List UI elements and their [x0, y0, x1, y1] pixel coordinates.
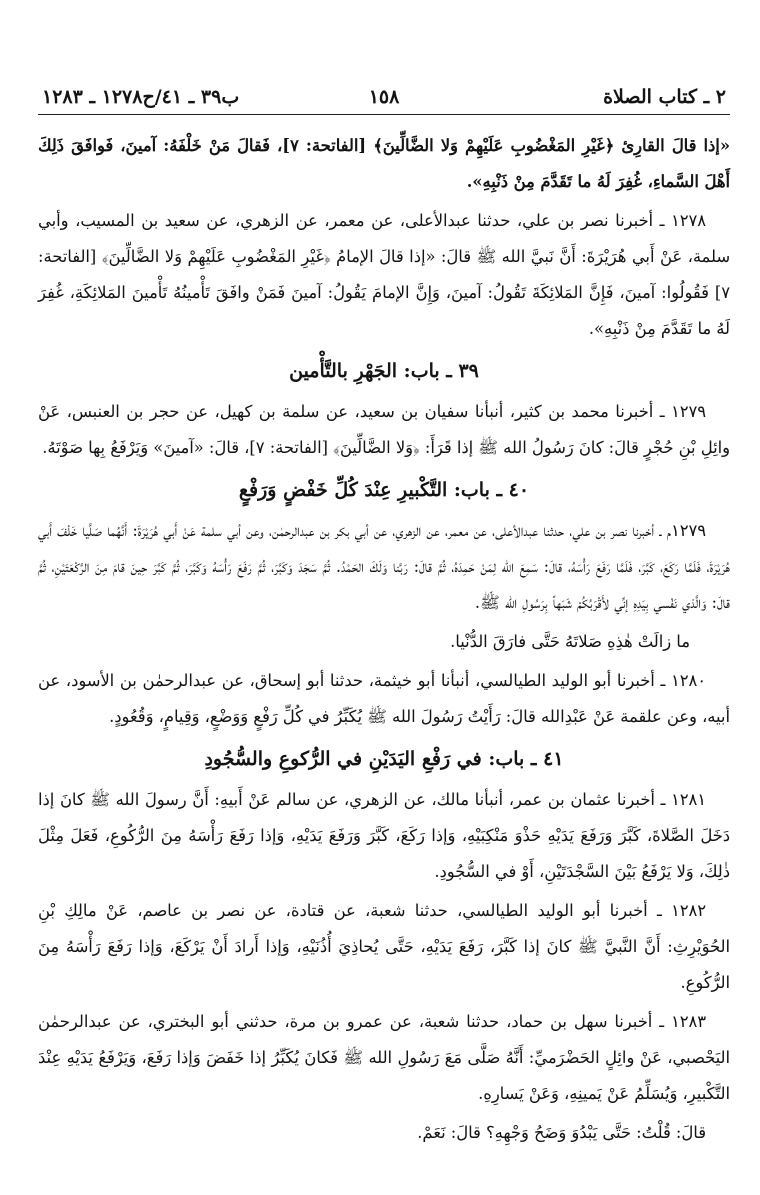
hadith-1278: ١٢٧٨ ـ أخبرنا نصر بن علي، حدثنا عبدالأعلى، عن معمر، عن الزهري، عن سعيد بن المسيب، وأبي سلمة، عَنْ أَبي هُرَيْرَةَ: أَنَّ نَبيَّ الله ﷺ قالَ: «إذا قالَ الإمامُ ﴿غَيْرِ المَغْضُوبِ عَلَيْهِمْ وَلا الضَّالِّينَ﴾ [الفاتحة: ٧] فَقُولُوا: آمينَ، فَإِنَّ المَلائِكَةَ تَقُولُ: آمينَ، وَإِنَّ الإمامَ يَقُولُ: آمينَ فَمَنْ وافَقَ تَأْمينُهُ تَأْمينَ المَلائِكَةِ، غُفِرَ لَهُ ما تَقَدَّمَ مِنْ ذَنْبِهِ».: [38, 211, 730, 338]
chapter-heading-40: ٤٠ ـ باب: التَّكْبيرِ عِنْدَ كُلِّ خَفْضٍ وَرَفْعٍ: [238, 479, 530, 501]
chapter-heading-39: ٣٩ ـ باب: الجَهْرِ بالتَّأْمين: [289, 360, 479, 382]
hadith-continuation: «إذا قالَ القارِئ ﴿غَيْرِ المَغْضُوبِ عَلَيْهِمْ وَلا الضَّالِّينَ﴾ [الفاتحة: ٧]، فَقالَ مَنْ خَلْفَهُ: آمينَ، فَوافَقَ ذَلِكَ أَهْلَ السَّماءِ، غُفِرَ لَهُ ما تَقَدَّمَ مِنْ ذَنْبِهِ».: [38, 136, 731, 191]
hadith-1282: ١٢٨٢ ـ أخبرنا أبو الوليد الطيالسي، حدثنا شعبة، عن قتادة، عن نصر بن عاصم، عَنْ مالِكِ بْنِ الحُوَيْرِثِ: أَنَّ النَّبيَّ ﷺ كانَ إذا كَبَّرَ، رَفَعَ يَدَيْهِ، حَتَّى يُحاذِيَ أُذُنَيْهِ، وَإذا أَرادَ أَنْ يَرْكَعَ، وَإذا رَفَعَ رَأْسَهُ مِنَ الرُّكُوعِ.: [38, 901, 730, 992]
hadith-1281: ١٢٨١ ـ أخبرنا عثمان بن عمر، أنبأنا مالك، عن الزهري، عن سالم عَنْ أَبيهِ: أَنَّ رسولَ الله ﷺ كانَ إذا دَخَلَ الصَّلاةَ، كَبَّرَ وَرَفَعَ يَدَيْهِ حَذْوَ مَنْكِبَيْهِ، وَإذا رَكَعَ، كَبَّرَ وَرَفَعَ يَدَيْهِ، وَإذا رَفَعَ رَأْسَهُ مِنَ الرُّكُوعِ، فَعَلَ مِثْلَ ذٰلِكَ، وَلا يَرْفَعُ بَيْنَ السَّجْدَتَيْنِ، أَوْ في السُّجُودِ.: [38, 790, 730, 881]
running-header: [38, 86, 730, 115]
section-references: ب٣٩ ـ ٤١/ح١٢٧٨ ـ ١٢٨٣: [42, 86, 240, 108]
hadith-1283: ١٢٨٣ ـ أخبرنا سهل بن حماد، حدثنا شعبة، عن عمرو بن مرة، حدثني أبو البختري، عن عبدالرحمٰن اليَحْصبي، عَنْ وائِلٍ الحَضْرَميِّ: أَنَّهُ صَلَّى مَعَ رَسُولِ الله ﷺ فَكانَ يُكَبِّرُ إذا خَفَضَ وَإذا رَفَعَ، وَيَرْفَعُ يَدَيْهِ عِنْدَ التَّكْبيرِ، وَيُسَلِّمُ عَنْ يَمينِهِ، وَعَنْ يَسارِهِ.: [38, 1012, 730, 1103]
hadith-1280: ١٢٨٠ ـ أخبرنا أبو الوليد الطيالسي، أنبأنا أبو خيثمة، حدثنا أبو إسحاق، عن عبدالرحمٰن بن الأسود، عن أبيه، وعن علقمة عَنْ عَبْدِالله قالَ: رَأَيْتُ رَسُولَ الله ﷺ يُكَبِّرُ في كُلِّ رَفْعٍ وَوَضْعٍ، وَقِيامٍ، وَقُعُودٍ.: [38, 671, 730, 726]
hadith-1283-ending: قالَ: قُلْتُ: حَتَّى يَبْدُوَ وَضَحُ وَجْهِهِ؟ قالَ: نَعَمْ.: [417, 1123, 706, 1142]
page-number: ١٥٨: [368, 86, 400, 108]
hadith-1279: ١٢٧٩ ـ أخبرنا محمد بن كثير، أنبأنا سفيان بن سعيد، عن سلمة بن كهيل، عن حجر بن العنبس، عَنْ وائِلِ بْنِ حُجْرٍ قالَ: كانَ رَسُولُ الله ﷺ إذا قَرَأَ: ﴿وَلا الضَّالِّينَ﴾ [الفاتحة: ٧]، قالَ: «آمينَ» وَيَرْفَعُ بِها صَوْتَهُ.: [38, 402, 730, 457]
hadith-1279m-ending: ما زالَتْ هٰذِهِ صَلاتَهُ حَتَّى فارَقَ الدُّنْيا.: [450, 632, 690, 651]
hadith-1279m: ١٢٧٩م ـ أخبرنا نصر بن علي، حدثنا عبدالأعلى، عن معمر، عن الزهري، عن أبي بكر بن عبدالرحمٰن، وعن أبي سلمة عَنْ أَبي هُرَيْرَةَ: أَنَّهُما صَلَّيا خَلْفَ أَبي هُرَيْرَةَ، فَلَمَّا رَكَعَ، كَبَّرَ، فَلَمَّا رَفَعَ رَأْسَهُ، قالَ: سَمِعَ الله لِمَنْ حَمِدَهُ، ثُمَّ قالَ: رَبَّنا وَلَكَ الحَمْدُ. ثُمَّ سَجَدَ وَكَبَّرَ، ثُمَّ رَفَعَ رَأْسَهُ وَكَبَّرَ، ثُمَّ كَبَّرَ حِينَ قامَ مِنَ الرَّكْعَتَيْنِ، ثُمَّ قالَ: وَالَّذي نَفْسي بِيَدِهِ إنِّي لأَقْرَبُكُمْ شَبَهاً بِرَسُولِ الله ﷺ.: [38, 521, 730, 612]
chapter-heading-41: ٤١ ـ باب: في رَفْعِ اليَدَيْنِ في الرُّكوعِ والسُّجُودِ: [204, 748, 564, 770]
chapter-title: ٢ ـ كتاب الصلاة: [603, 86, 726, 108]
page-body: [38, 128, 730, 1154]
